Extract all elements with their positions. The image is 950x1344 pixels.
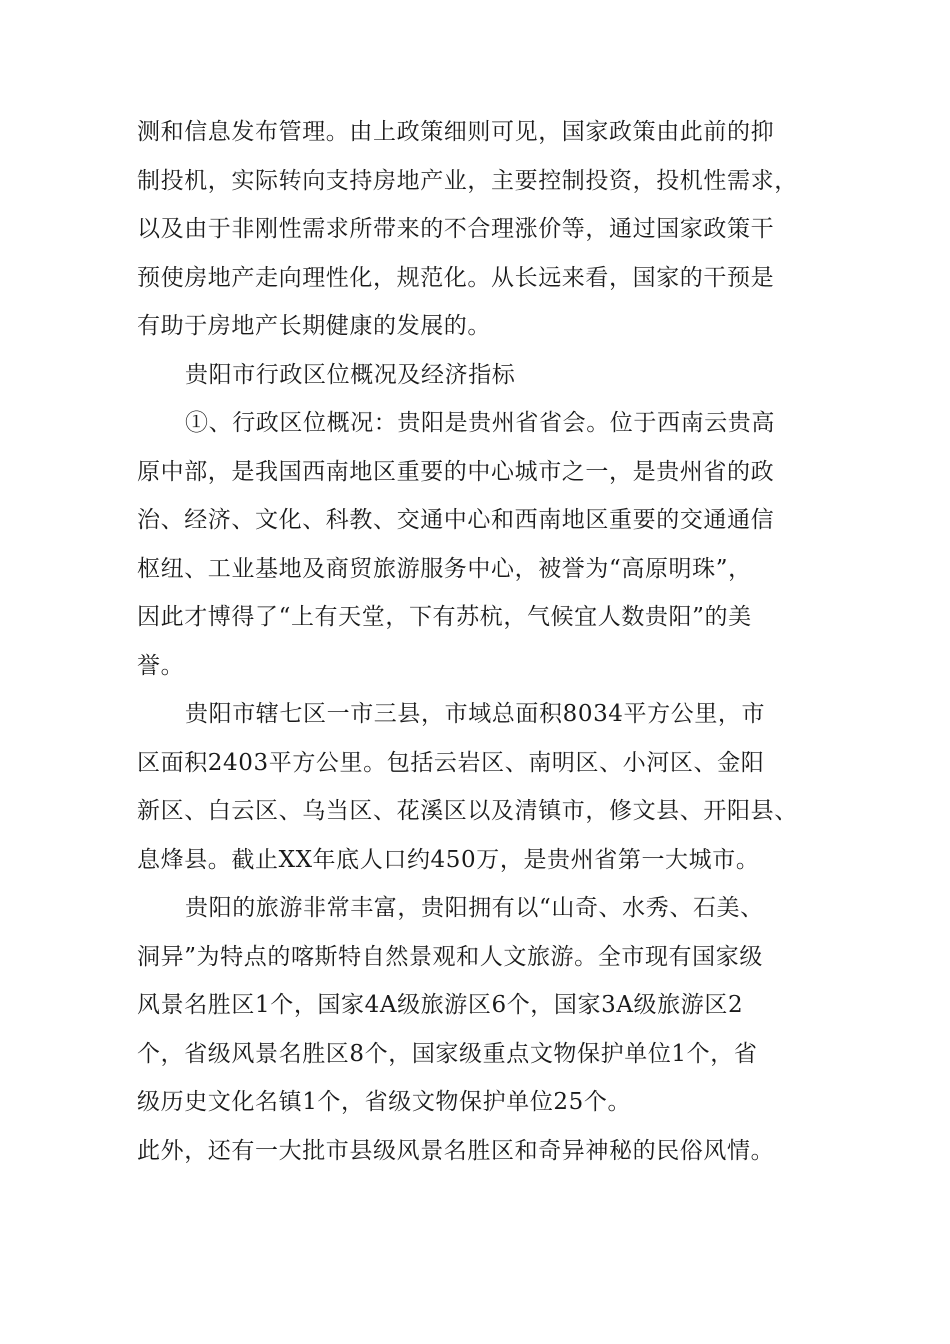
text-line: 风景名胜区1个，国家4A级旅游区6个，国家3A级旅游区2 bbox=[137, 992, 744, 1018]
text-line: 级历史文化名镇1个，省级文物保护单位25个。 bbox=[137, 1089, 632, 1115]
text-line: 区面积2403平方公里。包括云岩区、南明区、小河区、金阳 bbox=[137, 749, 765, 776]
text-line: 贵阳的旅游非常丰富，贵阳拥有以“山奇、水秀、石美、 bbox=[185, 895, 764, 921]
text-line: 个，省级风景名胜区8个，国家级重点文物保护单位1个，省 bbox=[137, 1040, 758, 1067]
text-line: 治、经济、文化、科教、交通中心和西南地区重要的交通通信 bbox=[137, 507, 775, 533]
text-line: ①、行政区位概况：贵阳是贵州省省会。位于西南云贵高 bbox=[185, 410, 775, 436]
text-line: 原中部，是我国西南地区重要的中心城市之一，是贵州省的政 bbox=[137, 458, 775, 485]
text-line: 因此才博得了“上有天堂，下有苏杭，气候宜人数贵阳”的美 bbox=[137, 604, 752, 630]
text-line: 以及由于非刚性需求所带来的不合理涨价等，通过国家政策干 bbox=[137, 216, 775, 242]
text-line: 新区、白云区、乌当区、花溪区以及清镇市，修文县、开阳县、 bbox=[137, 798, 798, 824]
text-line: 息烽县。截止XX年底人口约450万，是贵州省第一大城市。 bbox=[137, 846, 760, 873]
text-line: 预使房地产走向理性化，规范化。从长远来看，国家的干预是 bbox=[137, 264, 775, 291]
text-line: 誉。 bbox=[137, 652, 185, 679]
text-line: 测和信息发布管理。由上政策细则可见，国家政策由此前的抑 bbox=[137, 119, 775, 145]
section-heading: 贵阳市行政区位概况及经济指标 bbox=[185, 361, 516, 388]
text-line: 枢纽、工业基地及商贸旅游服务中心，被誉为“高原明珠”， bbox=[137, 555, 752, 582]
text-line: 贵阳市辖七区一市三县，市域总面积8034平方公里，市 bbox=[185, 701, 766, 727]
text-line: 有助于房地产长期健康的发展的。 bbox=[137, 313, 491, 339]
document-body-text bbox=[137, 108, 827, 1175]
text-line: 洞异”为特点的喀斯特自然景观和人文旅游。全市现有国家级 bbox=[137, 943, 763, 970]
text-line: 此外，还有一大批市县级风景名胜区和奇异神秘的民俗风情。 bbox=[137, 1137, 775, 1164]
text-line: 制投机，实际转向支持房地产业，主要控制投资，投机性需求， bbox=[137, 167, 798, 194]
